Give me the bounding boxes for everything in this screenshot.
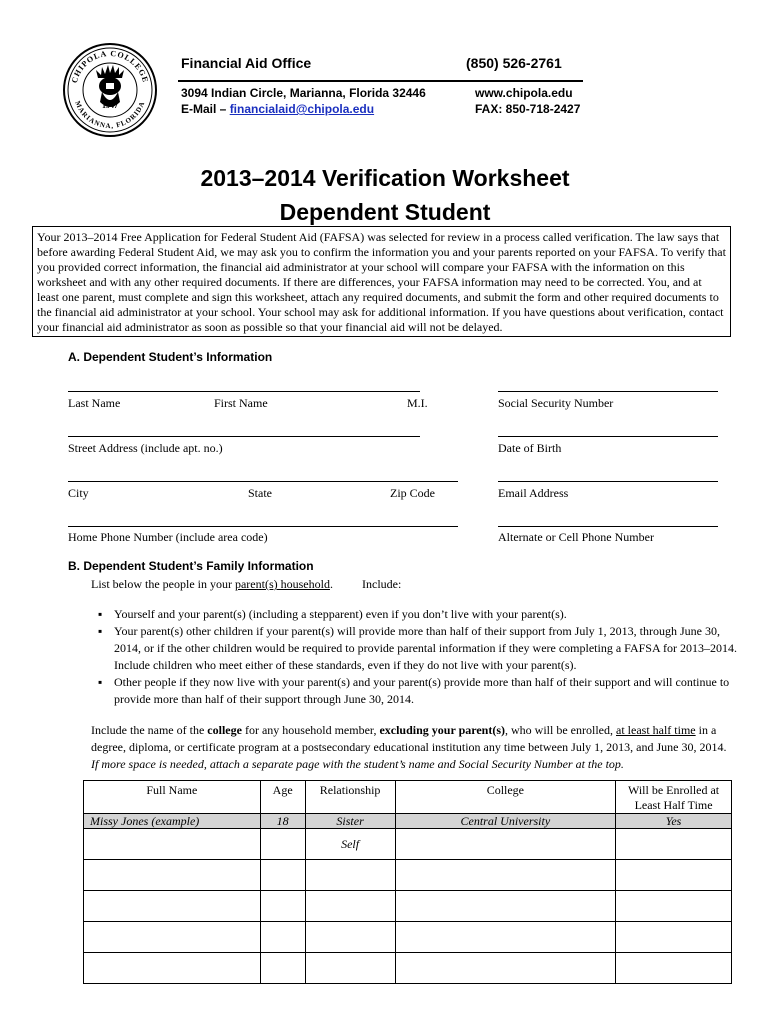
office-fax: FAX: 850-718-2427 [475,102,581,116]
zip-label: Zip Code [390,486,435,500]
city-label: City [68,486,89,500]
table-row [84,922,732,953]
cell-half-time[interactable] [616,829,732,860]
table-row [84,860,732,891]
para-underlined: at least half time [616,723,696,737]
cell-college[interactable] [395,829,616,860]
intro-text: Your 2013–2014 Free Application for Federal Student Aid (FAFSA) was selected for review in a process called verification. The law says that before awarding Federal Student Aid, we may ask you to confirm the information you and your parents reported on your FAFSA. To verify that you provided correct information, the financial aid administrator at your school will compare your FAFSA with the information on this worksheet and with any other required documents. If there are differences, your FAFSA information may need to be corrected. You, and at least one parent, must complete and sign this worksheet, attach any required documents, and submit the form and other required documents to the financial aid administrator at your school. Your school may ask for additional information. If you have questions about verification, contact your financial aid administrator as soon as possible so that your financial aid will not be delayed. [32,226,731,337]
para-text: for any household member, [241,723,380,737]
email-label: E-Mail – [181,102,230,116]
col-full-name: Full Name [84,781,261,814]
cell-relationship[interactable] [305,860,395,891]
table-row-example [84,814,732,829]
seal-bottom-text: MARIANNA, FLORIDA [73,99,147,131]
ssn-label: Social Security Number [498,396,614,410]
last-name-label: Last Name [68,396,121,410]
list-underlined: parent(s) household [234,577,330,591]
cell-relationship: Sister [305,814,395,829]
cell-half-time[interactable] [616,860,732,891]
alt-phone-label: Alternate or Cell Phone Number [498,530,654,544]
section-a-heading: A. Dependent Student’s Information [68,350,273,364]
email-line[interactable] [498,481,718,482]
cell-college[interactable] [395,922,616,953]
table-row-self [84,829,732,860]
cell-age: 18 [260,814,305,829]
table-row [84,953,732,984]
street-label: Street Address (include apt. no.) [68,441,223,455]
square-bullet-icon: ▪ [98,624,103,638]
first-name-label: First Name [214,396,268,410]
col-college: College [395,781,616,814]
col-half-time: Will be Enrolled at Least Half Time [616,781,732,814]
office-name: Financial Aid Office [181,55,312,71]
list-item [98,623,738,674]
table-header-row [84,781,732,814]
cell-age[interactable] [260,891,305,922]
home-phone-line[interactable] [68,526,458,527]
cell-name[interactable] [84,891,261,922]
cell-college[interactable] [395,891,616,922]
cell-college: Central University [395,814,616,829]
family-table [83,780,732,984]
cell-half-time[interactable] [616,953,732,984]
ssn-line[interactable] [498,391,718,392]
table-row [84,891,732,922]
col-age: Age [260,781,305,814]
dob-line[interactable] [498,436,718,437]
list-suffix: . [329,577,333,591]
email-label-field: Email Address [498,486,569,500]
cell-half-time[interactable] [616,891,732,922]
street-line[interactable] [68,436,420,437]
para-text: in a degree, diploma, or certificate program at a postsecondary educational institution any time between July 1, 2013, and June 30, 2014. [91,723,727,754]
name-line[interactable] [68,391,420,392]
mi-label: M.I. [407,396,428,410]
list-instruction [91,577,333,592]
office-email-line [181,102,374,116]
include-list [98,606,738,708]
para-italic: If more space is needed, attach a separate page with the student’s name and Social Security Number at the top. [91,757,624,771]
include-label: Include: [362,577,402,591]
office-address: 3094 Indian Circle, Marianna, Florida 32446 [181,86,426,100]
bullet-text: Yourself and your parent(s) (including a stepparent) even if you don’t live with your parent(s). [114,607,567,621]
cell-age[interactable] [260,953,305,984]
worksheet-title: 2013–2014 Verification Worksheet [200,165,570,191]
cell-half-time: Yes [616,814,732,829]
list-item [98,674,738,708]
cell-name[interactable] [84,829,261,860]
seal-year: 1947 [102,101,118,110]
cell-age[interactable] [260,829,305,860]
cell-name[interactable] [84,922,261,953]
square-bullet-icon: ▪ [98,607,103,621]
list-item [98,606,738,623]
cell-relationship[interactable] [305,953,395,984]
cell-relationship[interactable] [305,922,395,953]
bullet-text: Your parent(s) other children if your parent(s) will provide more than half of their support from July 1, 2013, through June 30, 2014, or if the other children would be required to provide parental information if they were completing a FAFSA for 2013–2014. Include children who meet either of these standards, even if they do not live with your parent(s). [114,624,737,672]
cell-age[interactable] [260,922,305,953]
col-relationship: Relationship [305,781,395,814]
cell-relationship[interactable] [305,891,395,922]
dob-label: Date of Birth [498,441,562,455]
para-text: , who will be enrolled, [505,723,616,737]
office-phone: (850) 526-2761 [466,55,562,71]
para-bold: college [207,723,242,737]
college-instruction [91,722,736,773]
cell-college[interactable] [395,860,616,891]
section-b-heading: B. Dependent Student’s Family Information [68,559,314,573]
cell-half-time[interactable] [616,922,732,953]
state-label: State [248,486,272,500]
office-website: www.chipola.edu [475,86,573,100]
worksheet-subtitle: Dependent Student [279,199,491,225]
bullet-text: Other people if they now live with your parent(s) and your parent(s) provide more than half of their support and will continue to provide more than half of their support through June 30, 2014. [114,675,730,706]
home-phone-label: Home Phone Number (include area code) [68,530,268,544]
para-text: Include the name of the [91,723,208,737]
cell-name[interactable] [84,953,261,984]
email-link[interactable]: financialaid@chipola.edu [229,102,375,116]
cell-name: Missy Jones (example) [84,814,261,829]
cell-age[interactable] [260,860,305,891]
square-bullet-icon: ▪ [98,675,103,689]
cell-college[interactable] [395,953,616,984]
alt-phone-line[interactable] [498,526,718,527]
list-prefix: List below the people in your [91,577,235,591]
header-rule [178,80,583,82]
city-state-zip-line[interactable] [68,481,458,482]
para-bold: excluding your parent(s) [379,723,506,737]
seal-top-text: CHIPOLA COLLEGE [69,48,151,85]
cell-relationship-self: Self [305,829,395,860]
cell-name[interactable] [84,860,261,891]
college-seal-logo [62,42,158,138]
